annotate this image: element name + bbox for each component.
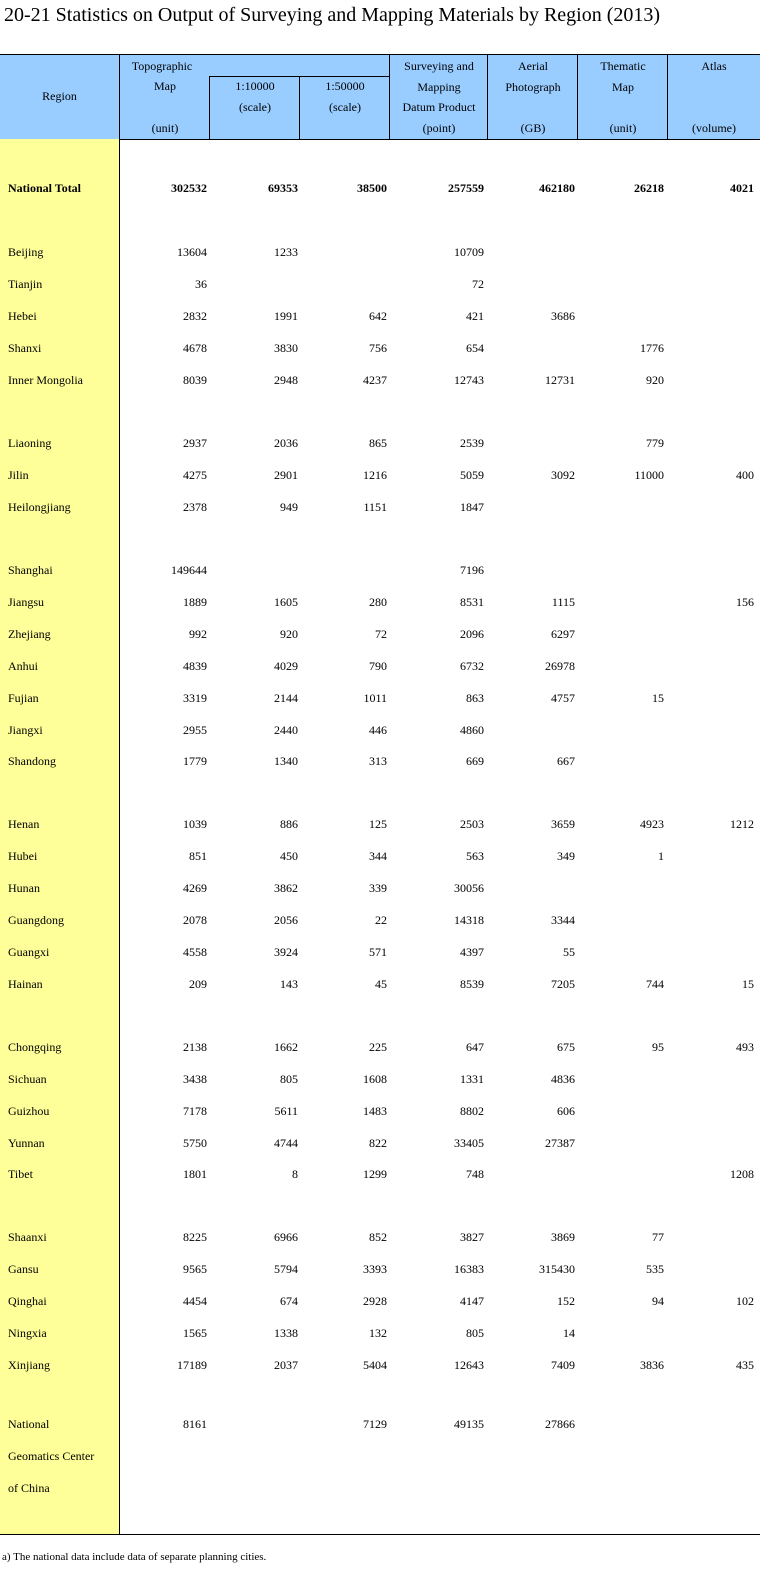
cell-aerial: 27387: [545, 1136, 575, 1150]
region-name: Jilin: [8, 468, 29, 482]
cell-s10k: 949: [280, 500, 298, 514]
cell-thematic: 744: [646, 977, 664, 991]
cell-topo: 4678: [183, 341, 207, 355]
cell-topo: 2078: [183, 913, 207, 927]
cell-s50k: 790: [369, 659, 387, 673]
region-name: Shandong: [8, 754, 56, 768]
region-name: Zhejiang: [8, 627, 51, 641]
table-row: [0, 1291, 760, 1313]
cell-s10k: 3924: [274, 945, 298, 959]
cell-thematic: 3836: [640, 1358, 664, 1372]
geomatics-label-1: National: [8, 1417, 50, 1431]
cell-datum: 7196: [460, 563, 484, 577]
cell-topo: 3319: [183, 691, 207, 705]
cell-aerial: 349: [557, 849, 575, 863]
cell-atlas: 4021: [730, 181, 754, 195]
header-datum-2: Mapping: [417, 80, 461, 94]
cell-s50k: 1608: [363, 1072, 387, 1086]
cell-aerial: 6297: [551, 627, 575, 641]
header-thematic-unit: (unit): [609, 121, 637, 135]
region-name: Gansu: [8, 1262, 39, 1276]
cell-datum: 1331: [460, 1072, 484, 1086]
table-row: [0, 242, 760, 264]
header-aerial: Aerial: [518, 59, 548, 73]
region-name: Ningxia: [8, 1326, 47, 1340]
cell-datum: 49135: [454, 1417, 484, 1431]
cell-topo: 992: [189, 627, 207, 641]
table-row: [0, 1037, 760, 1059]
cell-s10k: 920: [280, 627, 298, 641]
cell-s10k: 4029: [274, 659, 298, 673]
cell-topo: 4275: [183, 468, 207, 482]
cell-aerial: 315430: [539, 1262, 575, 1276]
header-datum-unit: (point): [422, 121, 456, 135]
cell-datum: 8539: [460, 977, 484, 991]
table-row: [0, 1133, 760, 1155]
cell-atlas: 1208: [730, 1167, 754, 1181]
cell-aerial: 3092: [551, 468, 575, 482]
region-name: Qinghai: [8, 1294, 47, 1308]
cell-s50k: 1151: [363, 500, 387, 514]
table-row: [0, 274, 760, 296]
header-aerial-unit: (GB): [520, 121, 546, 135]
cell-datum: 72: [472, 277, 484, 291]
cell-aerial: 14: [563, 1326, 575, 1340]
region-name: Guangxi: [8, 945, 50, 959]
region-name: Hainan: [8, 977, 43, 991]
cell-s50k: 4237: [363, 373, 387, 387]
cell-atlas: 493: [736, 1040, 754, 1054]
cell-atlas: 435: [736, 1358, 754, 1372]
region-name: Xinjiang: [8, 1358, 50, 1372]
region-name: Liaoning: [8, 436, 52, 450]
cell-s50k: 125: [369, 817, 387, 831]
cell-topo: 8225: [183, 1230, 207, 1244]
cell-datum: 805: [466, 1326, 484, 1340]
header-scale-50000: 1:50000: [325, 79, 365, 93]
cell-s10k: 1340: [274, 754, 298, 768]
cell-topo: 3438: [183, 1072, 207, 1086]
cell-s10k: 2036: [274, 436, 298, 450]
cell-s10k: 3830: [274, 341, 298, 355]
cell-s50k: 344: [369, 849, 387, 863]
header-datum-3: Datum Product: [402, 100, 476, 114]
region-name: Shaanxi: [8, 1230, 47, 1244]
cell-thematic: 26218: [634, 181, 664, 195]
region-name: Heilongjiang: [8, 500, 71, 514]
cell-s50k: 1216: [363, 468, 387, 482]
cell-s50k: 1299: [363, 1167, 387, 1181]
table-row: [0, 720, 760, 742]
cell-s10k: 2901: [274, 468, 298, 482]
cell-s50k: 313: [369, 754, 387, 768]
region-name: Guangdong: [8, 913, 64, 927]
region-name: Chongqing: [8, 1040, 62, 1054]
cell-aerial: 12731: [545, 373, 575, 387]
cell-s10k: 1662: [274, 1040, 298, 1054]
cell-topo: 149644: [171, 563, 207, 577]
cell-thematic: 920: [646, 373, 664, 387]
cell-aerial: 1115: [551, 595, 575, 609]
cell-aerial: 152: [557, 1294, 575, 1308]
cell-datum: 669: [466, 754, 484, 768]
cell-s50k: 225: [369, 1040, 387, 1054]
region-name: National Total: [8, 181, 82, 195]
cell-s10k: 1338: [274, 1326, 298, 1340]
cell-topo: 1039: [183, 817, 207, 831]
cell-topo: 4558: [183, 945, 207, 959]
cell-datum: 16383: [454, 1262, 484, 1276]
cell-datum: 257559: [448, 181, 484, 195]
cell-atlas: 156: [736, 595, 754, 609]
cell-s10k: 674: [280, 1294, 298, 1308]
cell-s10k: 6966: [274, 1230, 298, 1244]
header-region: Region: [42, 89, 77, 103]
cell-aerial: 55: [563, 945, 575, 959]
cell-s50k: 865: [369, 436, 387, 450]
cell-datum: 654: [466, 341, 484, 355]
region-name: Tianjin: [8, 277, 43, 291]
region-name: Yunnan: [8, 1136, 45, 1150]
cell-s50k: 22: [375, 913, 387, 927]
cell-topo: 4839: [183, 659, 207, 673]
cell-s50k: 280: [369, 595, 387, 609]
table-row: [0, 338, 760, 360]
cell-datum: 8802: [460, 1104, 484, 1118]
cell-aerial: 667: [557, 754, 575, 768]
cell-s10k: 2144: [274, 691, 298, 705]
cell-topo: 5750: [183, 1136, 207, 1150]
table-header: [0, 54, 760, 140]
cell-topo: 4269: [183, 881, 207, 895]
table-row: [0, 910, 760, 932]
cell-datum: 563: [466, 849, 484, 863]
cell-topo: 9565: [183, 1262, 207, 1276]
table-row: [0, 1069, 760, 1091]
cell-s10k: 69353: [268, 181, 298, 195]
cell-s50k: 7129: [363, 1417, 387, 1431]
region-name: Shanxi: [8, 341, 42, 355]
cell-datum: 4860: [460, 723, 484, 737]
cell-thematic: 535: [646, 1262, 664, 1276]
header-datum: Surveying and: [404, 59, 474, 73]
cell-s10k: 5794: [274, 1262, 298, 1276]
cell-thematic: 779: [646, 436, 664, 450]
cell-atlas: 102: [736, 1294, 754, 1308]
header-topographic-unit: (unit): [151, 121, 179, 135]
cell-s50k: 72: [375, 627, 387, 641]
table-row: [0, 560, 760, 582]
cell-s10k: 1605: [274, 595, 298, 609]
header-aerial-2: Photograph: [505, 80, 561, 94]
cell-datum: 1847: [460, 500, 484, 514]
header-scale-10000-unit: (scale): [239, 100, 271, 114]
header-topographic-2: Map: [154, 79, 176, 93]
cell-aerial: 3869: [551, 1230, 575, 1244]
region-name: Tibet: [8, 1167, 33, 1181]
cell-topo: 851: [189, 849, 207, 863]
cell-s50k: 756: [369, 341, 387, 355]
table-row: [0, 814, 760, 836]
cell-s10k: 4744: [274, 1136, 298, 1150]
cell-s50k: 852: [369, 1230, 387, 1244]
region-name: Shanghai: [8, 563, 53, 577]
cell-s50k: 38500: [357, 181, 387, 195]
cell-topo: 13604: [177, 245, 207, 259]
cell-datum: 33405: [454, 1136, 484, 1150]
header-scale-10000: 1:10000: [235, 79, 275, 93]
region-name: Hunan: [8, 881, 40, 895]
cell-topo: 209: [189, 977, 207, 991]
region-name: Hebei: [8, 309, 37, 323]
cell-s10k: 5611: [274, 1104, 298, 1118]
geomatics-label-2: Geomatics Center: [8, 1449, 95, 1463]
cell-s50k: 642: [369, 309, 387, 323]
cell-aerial: 7205: [551, 977, 575, 991]
cell-datum: 30056: [454, 881, 484, 895]
cell-thematic: 11000: [634, 468, 664, 482]
cell-datum: 10709: [454, 245, 484, 259]
cell-thematic: 94: [652, 1294, 664, 1308]
cell-s10k: 2948: [274, 373, 298, 387]
cell-s50k: 1483: [363, 1104, 387, 1118]
cell-topo: 17189: [177, 1358, 207, 1372]
region-name: Inner Mongolia: [8, 373, 83, 387]
cell-s10k: 2037: [274, 1358, 298, 1372]
table-row: [0, 974, 760, 996]
cell-topo: 2138: [183, 1040, 207, 1054]
header-topographic: Topographic: [131, 59, 193, 73]
cell-thematic: 1776: [640, 341, 664, 355]
cell-datum: 12643: [454, 1358, 484, 1372]
cell-s10k: 2440: [274, 723, 298, 737]
cell-topo: 1889: [183, 595, 207, 609]
table-row: [0, 433, 760, 455]
region-name: Beijing: [8, 245, 44, 259]
cell-thematic: 15: [652, 691, 664, 705]
cell-s50k: 571: [369, 945, 387, 959]
cell-thematic: 95: [652, 1040, 664, 1054]
cell-aerial: 27866: [545, 1417, 575, 1431]
cell-s50k: 1011: [363, 691, 387, 705]
cell-aerial: 7409: [551, 1358, 575, 1372]
table-row: [0, 1355, 760, 1377]
cell-s50k: 2928: [363, 1294, 387, 1308]
cell-datum: 12743: [454, 373, 484, 387]
table-row: [0, 846, 760, 868]
table-row: [0, 370, 760, 392]
region-name: Sichuan: [8, 1072, 47, 1086]
cell-aerial: 3344: [551, 913, 575, 927]
header-thematic: Thematic: [600, 59, 646, 73]
cell-s10k: 8: [292, 1167, 298, 1181]
cell-atlas: 15: [742, 977, 754, 991]
cell-aerial: 675: [557, 1040, 575, 1054]
cell-s50k: 339: [369, 881, 387, 895]
region-name: Anhui: [8, 659, 38, 673]
cell-s50k: 45: [375, 977, 387, 991]
cell-datum: 3827: [460, 1230, 484, 1244]
cell-datum: 14318: [454, 913, 484, 927]
cell-datum: 421: [466, 309, 484, 323]
table-row: [0, 592, 760, 614]
region-name: Jiangxi: [8, 723, 43, 737]
cell-topo: 2378: [183, 500, 207, 514]
cell-s50k: 132: [369, 1326, 387, 1340]
cell-aerial: 3659: [551, 817, 575, 831]
cell-datum: 748: [466, 1167, 484, 1181]
cell-aerial: 4836: [551, 1072, 575, 1086]
cell-topo: 4454: [183, 1294, 207, 1308]
cell-datum: 2503: [460, 817, 484, 831]
cell-aerial: 3686: [551, 309, 575, 323]
region-name: Jiangsu: [8, 595, 44, 609]
cell-thematic: 4923: [640, 817, 664, 831]
cell-datum: 2096: [460, 627, 484, 641]
cell-topo: 2937: [183, 436, 207, 450]
cell-s10k: 1991: [274, 309, 298, 323]
cell-aerial: 606: [557, 1104, 575, 1118]
table-row-geomatics: [0, 1414, 760, 1436]
header-atlas: Atlas: [701, 59, 727, 73]
region-name: Guizhou: [8, 1104, 50, 1118]
table-row: [0, 688, 760, 710]
cell-s10k: 143: [280, 977, 298, 991]
table-row: [0, 1164, 760, 1186]
cell-topo: 2832: [183, 309, 207, 323]
cell-atlas: 1212: [730, 817, 754, 831]
page-title: 20-21 Statistics on Output of Surveying and Mapping Materials by Region (2013): [4, 4, 661, 26]
header-atlas-unit: (volume): [692, 121, 736, 135]
region-name: Henan: [8, 817, 40, 831]
cell-topo: 8161: [183, 1417, 207, 1431]
cell-topo: 1801: [183, 1167, 207, 1181]
cell-s10k: 2056: [274, 913, 298, 927]
cell-topo: 8039: [183, 373, 207, 387]
cell-aerial: 462180: [539, 181, 575, 195]
table-row: [0, 465, 760, 487]
cell-datum: 5059: [460, 468, 484, 482]
cell-aerial: 4757: [551, 691, 575, 705]
table-row: [0, 1259, 760, 1281]
footnote: a) The national data include data of separate planning cities.: [2, 1551, 267, 1563]
cell-topo: 7178: [183, 1104, 207, 1118]
table-row: [0, 1323, 760, 1345]
cell-datum: 2539: [460, 436, 484, 450]
cell-s10k: 886: [280, 817, 298, 831]
cell-thematic: 77: [652, 1230, 664, 1244]
cell-s10k: 805: [280, 1072, 298, 1086]
cell-aerial: 26978: [545, 659, 575, 673]
header-thematic-2: Map: [612, 80, 634, 94]
cell-datum: 863: [466, 691, 484, 705]
header-scale-50000-unit: (scale): [329, 100, 361, 114]
table-row: [0, 656, 760, 678]
cell-s10k: 3862: [274, 881, 298, 895]
cell-datum: 647: [466, 1040, 484, 1054]
cell-topo: 1779: [183, 754, 207, 768]
cell-topo: 36: [195, 277, 207, 291]
cell-s50k: 5404: [363, 1358, 387, 1372]
region-name: Hubei: [8, 849, 38, 863]
cell-topo: 1565: [183, 1326, 207, 1340]
cell-topo: 2955: [183, 723, 207, 737]
cell-s10k: 450: [280, 849, 298, 863]
table-row: [0, 306, 760, 328]
cell-datum: 4147: [460, 1294, 484, 1308]
geomatics-label-3: of China: [8, 1481, 50, 1495]
table-row: [0, 624, 760, 646]
cell-s50k: 446: [369, 723, 387, 737]
cell-thematic: 1: [658, 849, 664, 863]
cell-datum: 6732: [460, 659, 484, 673]
cell-datum: 4397: [460, 945, 484, 959]
table-row-total: [0, 178, 760, 200]
table-row: [0, 751, 760, 773]
cell-s50k: 3393: [363, 1262, 387, 1276]
cell-s50k: 822: [369, 1136, 387, 1150]
cell-s10k: 1233: [274, 245, 298, 259]
cell-atlas: 400: [736, 468, 754, 482]
table-row: [0, 1101, 760, 1123]
table-row: [0, 878, 760, 900]
cell-topo: 302532: [171, 181, 207, 195]
table-row: [0, 497, 760, 519]
table-row: [0, 1227, 760, 1249]
cell-datum: 8531: [460, 595, 484, 609]
table-row: [0, 942, 760, 964]
region-name: Fujian: [8, 691, 39, 705]
